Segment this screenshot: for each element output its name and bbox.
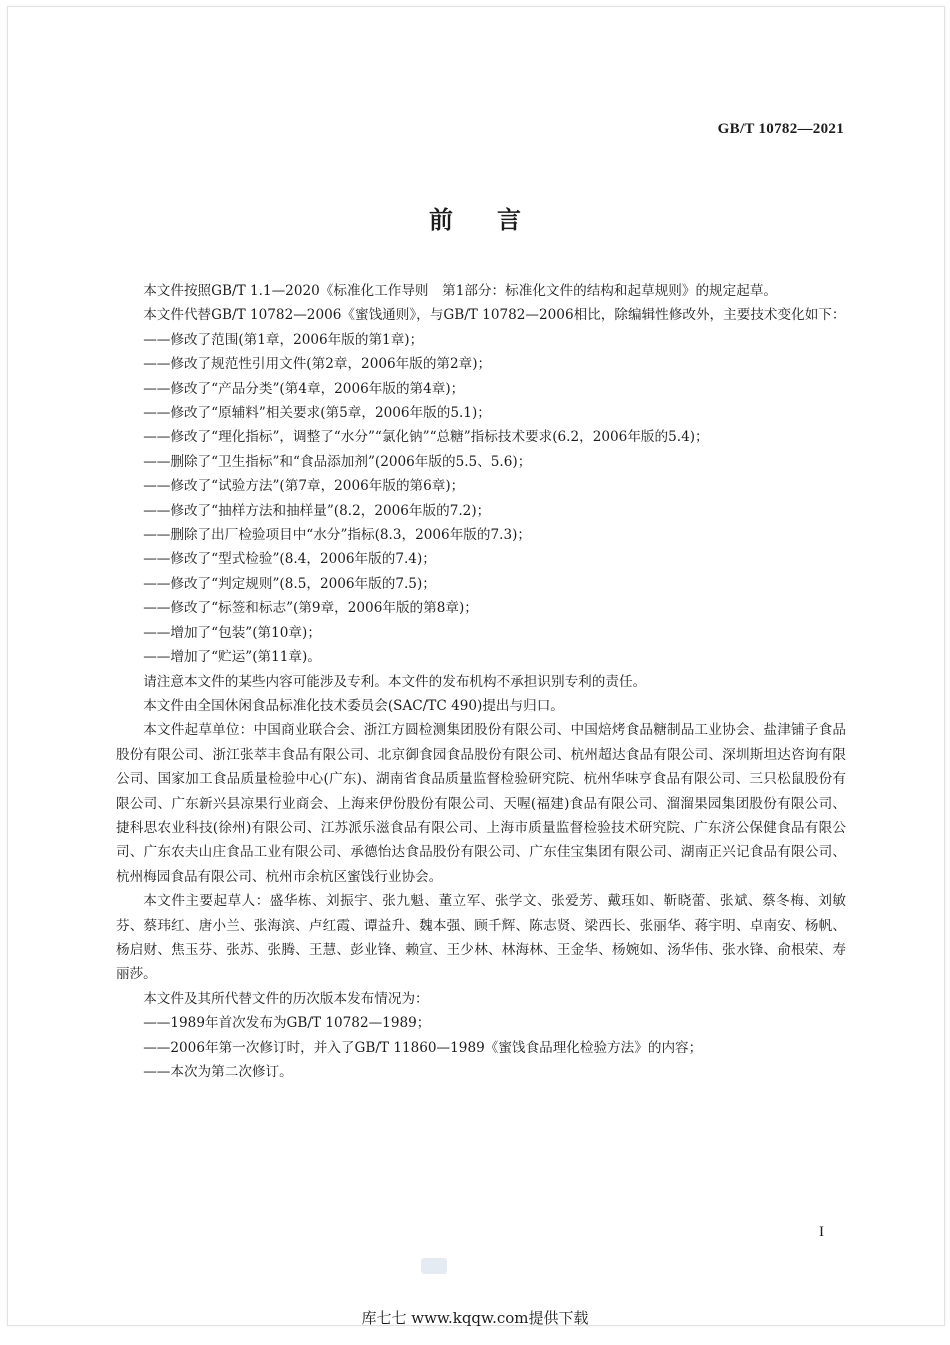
list-item: ——1989年首次发布为GB/T 10782—1989； (143, 1015, 431, 1032)
list-item: ——修改了“原辅料”相关要求(第5章，2006年版的5.1)； (143, 405, 491, 422)
paragraph: 请注意本文件的某些内容可能涉及专利。本文件的发布机构不承担识别专利的责任。 (143, 673, 647, 690)
paragraph: 本文件按照GB/T 1.1—2020《标准化工作导则 第1部分：标准化文件的结构和起草规则》的规定起草。 (143, 283, 778, 299)
list-item: ——修改了“抽样方法和抽样量”(8.2，2006年版的7.2)； (143, 502, 491, 519)
paragraph: 本文件及其所代替文件的历次版本发布情况为： (143, 990, 429, 1007)
list-item: ——本次为第二次修订。 (143, 1064, 293, 1080)
list-item: ——修改了“标签和标志”(第9章，2006年版的第8章)； (143, 600, 478, 617)
page-title: 前言 (429, 206, 565, 234)
paragraph: 本文件代替GB/T 10782—2006《蜜饯通则》，与GB/T 10782—2006相比，除编辑性修改外，主要技术变化如下： (143, 307, 846, 324)
body-text (116, 279, 846, 1084)
list-item: ——修改了“判定规则”(8.5，2006年版的7.5)； (143, 575, 436, 592)
list-item: ——增加了“包装”(第10章)； (143, 624, 321, 641)
list-item: ——修改了“型式检验”(8.4，2006年版的7.4)； (143, 551, 436, 568)
list-item: ——2006年第一次修订时，并入了GB/T 11860—1989《蜜饯食品理化检验方法》的内容； (143, 1039, 703, 1056)
page-number: I (819, 1224, 824, 1240)
list-item: ——修改了范围(第1章，2006年版的第1章)； (143, 331, 424, 348)
download-footer: 库七七 www.kqqw.com提供下载 (361, 1309, 589, 1327)
list-item: ——增加了“贮运”(第11章)。 (143, 649, 321, 666)
list-item: ——修改了“理化指标”，调整了“水分”“氯化钠”“总糖”指标技术要求(6.2，2006年版的5.4)； (143, 429, 709, 446)
list-item: ——修改了规范性引用文件(第2章，2006年版的第2章)； (143, 356, 492, 373)
list-item: ——修改了“产品分类”(第4章，2006年版的第4章)； (143, 380, 465, 397)
list-item: ——删除了“卫生指标”和“食品添加剂”(2006年版的5.5、5.6)； (143, 453, 532, 470)
list-item: ——修改了“试验方法”(第7章，2006年版的第6章)； (143, 478, 465, 495)
list-item: ——删除了出厂检验项目中“水分”指标(8.3，2006年版的7.3)； (143, 527, 531, 544)
paragraph: 本文件主要起草人：盛华栋、刘振宇、张九魁、董立军、张学文、张爱芳、戴珏如、靳晓蕾、张斌、蔡冬梅、刘敏芬、蔡玮红、唐小兰、张海滨、卢红霞、谭益升、魏本强、顾千辉、陈志贤、梁西长、张丽华、蒋宇明、卓南安、杨帆、杨启财、焦玉芬、张苏、张腾、王慧、彭业锋、赖宣、王少林、林海林、王金华、杨婉如、汤华伟、张水锋、俞根荣、寿丽莎。 (116, 893, 846, 983)
watermark-logo-icon (421, 1258, 447, 1274)
paragraph: 本文件由全国休闲食品标准化技术委员会(SAC/TC 490)提出与归口。 (143, 697, 564, 714)
standard-code: GB/T 10782—2021 (717, 121, 844, 137)
paragraph: 本文件起草单位：中国商业联合会、浙江方圆检测集团股份有限公司、中国焙烤食品糖制品工业协会、盐津铺子食品股份有限公司、浙江张萃丰食品有限公司、北京御食园食品股份有限公司、杭州超达食品有限公司、深圳斯坦达咨询有限公司、国家加工食品质量检验中心(广东)、湖南省食品质量监督检验研究院、杭州华味亨食品有限公司、三只松鼠股份有限公司、广东新兴县凉果行业商会、上海来伊份股份有限公司、天喔(福建)食品有限公司、溜溜果园集团股份有限公司、捷科思农业科技(徐州)有限公司、江苏派乐滋食品有限公司、上海市质量监督检验技术研究院、广东济公保健食品有限公司、广东农夫山庄食品工业有限公司、承德怡达食品股份有限公司、广东佳宝集团有限公司、湖南正兴记食品有限公司、杭州梅园食品有限公司、杭州市余杭区蜜饯行业协会。 (116, 722, 846, 885)
